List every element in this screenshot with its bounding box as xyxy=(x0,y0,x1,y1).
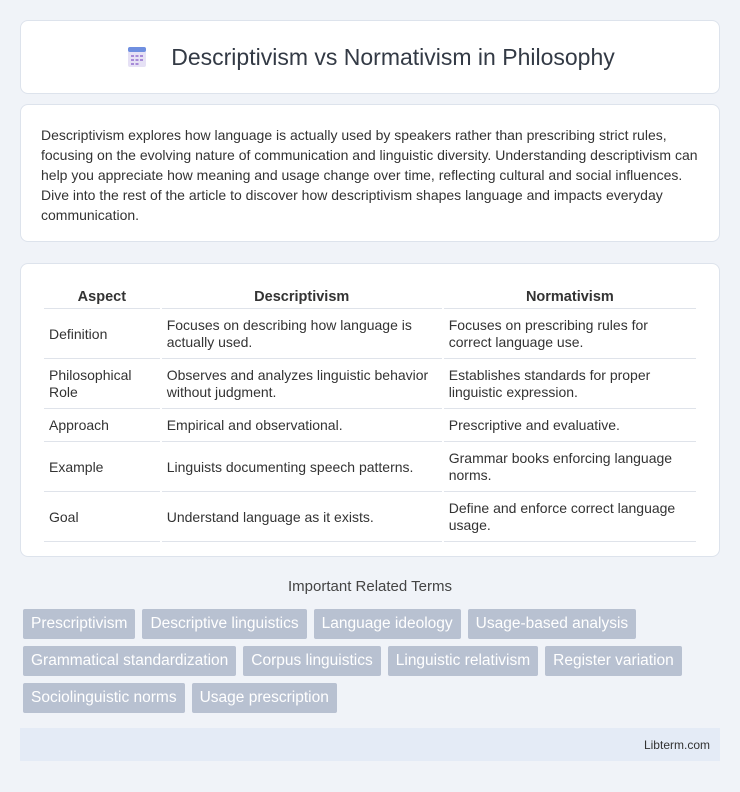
table-cell: Focuses on describing how language is actually used. xyxy=(162,309,442,359)
table-cell: Grammar books enforcing language norms. xyxy=(444,442,696,492)
related-term-tag[interactable]: Corpus linguistics xyxy=(243,646,380,676)
comparison-table-card xyxy=(20,263,720,557)
footer xyxy=(20,728,720,761)
table-cell: Linguists documenting speech patterns. xyxy=(162,442,442,492)
comparison-table xyxy=(42,284,698,542)
table-cell: Approach xyxy=(44,409,160,442)
table-row xyxy=(44,409,696,442)
related-term-tag[interactable]: Register variation xyxy=(545,646,682,676)
page-title: Descriptivism vs Normativism in Philosophy xyxy=(171,43,615,70)
table-cell: Goal xyxy=(44,492,160,542)
related-term-tag[interactable]: Sociolinguistic norms xyxy=(23,683,185,713)
table-cell: Prescriptive and evaluative. xyxy=(444,409,696,442)
related-terms-title: Important Related Terms xyxy=(288,578,452,595)
related-terms-tags xyxy=(20,609,720,713)
intro-card xyxy=(20,104,720,242)
related-terms-section xyxy=(20,578,720,713)
intro-paragraph: Descriptivism explores how language is actually used by speakers rather than prescribing strict rules, focusing on the evolving nature of communication and linguistic diversity. Understanding descriptivism can help you appreciate how meaning and usage change over time, reflecting cultural and social influences. Dive into the rest of the article to discover how descriptivism shapes language and impacts everyday communication. xyxy=(41,127,698,223)
column-header: Descriptivism xyxy=(162,284,442,309)
table-cell: Understand language as it exists. xyxy=(162,492,442,542)
table-row xyxy=(44,442,696,492)
related-term-tag[interactable]: Descriptive linguistics xyxy=(142,609,306,639)
document-icon xyxy=(125,45,149,69)
table-row xyxy=(44,359,696,409)
column-header: Normativism xyxy=(444,284,696,309)
table-cell: Focuses on prescribing rules for correct language use. xyxy=(444,309,696,359)
related-term-tag[interactable]: Usage prescription xyxy=(192,683,337,713)
related-term-tag[interactable]: Prescriptivism xyxy=(23,609,135,639)
table-cell: Philosophical Role xyxy=(44,359,160,409)
footer-brand-link[interactable]: Libterm.com xyxy=(643,737,710,752)
table-row xyxy=(44,492,696,542)
related-term-tag[interactable]: Linguistic relativism xyxy=(388,646,538,676)
table-cell: Establishes standards for proper linguistic expression. xyxy=(444,359,696,409)
column-header: Aspect xyxy=(44,284,160,309)
table-cell: Example xyxy=(44,442,160,492)
table-cell: Observes and analyzes linguistic behavior without judgment. xyxy=(162,359,442,409)
header-card xyxy=(20,20,720,94)
related-term-tag[interactable]: Usage-based analysis xyxy=(468,609,637,639)
table-cell: Empirical and observational. xyxy=(162,409,442,442)
table-cell: Define and enforce correct language usage. xyxy=(444,492,696,542)
related-term-tag[interactable]: Grammatical standardization xyxy=(23,646,236,676)
table-row xyxy=(44,309,696,359)
related-term-tag[interactable]: Language ideology xyxy=(314,609,461,639)
table-cell: Definition xyxy=(44,309,160,359)
table-header-row xyxy=(44,284,696,309)
